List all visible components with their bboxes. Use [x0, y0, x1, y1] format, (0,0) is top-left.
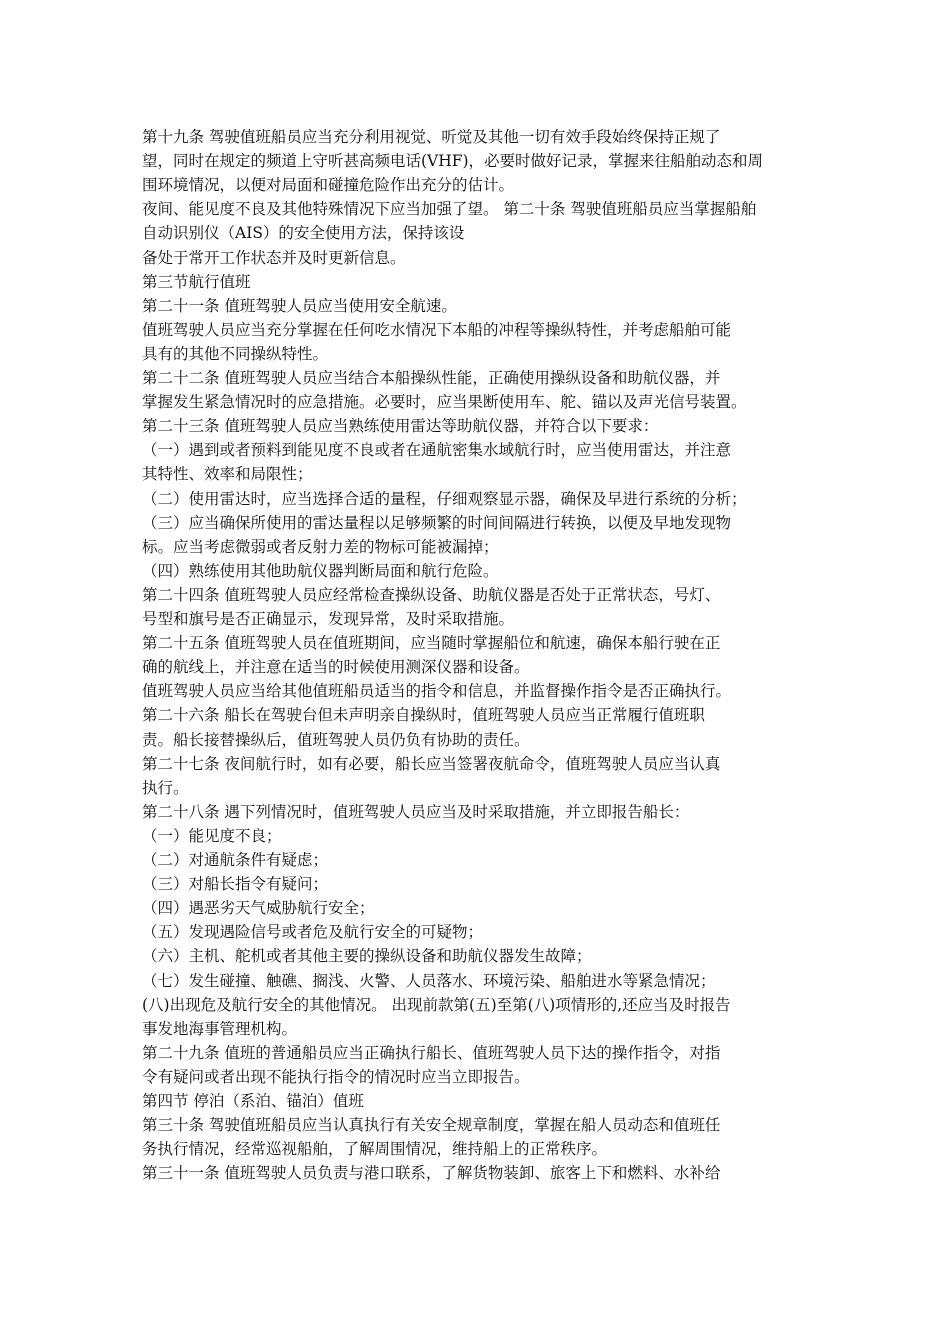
text-line: 望，同时在规定的频道上守听甚高频电话(VHF)，必要时做好记录，掌握来往船舶动态和周 — [142, 152, 764, 171]
text-line: （三）应当确保所使用的雷达量程以足够频繁的时间间隔进行转换，以便及早地发现物 — [142, 513, 732, 532]
text-line: （三）对船长指令有疑问； — [142, 875, 329, 894]
text-line: 执行。 — [142, 778, 189, 797]
text-line: 标。应当考虑微弱或者反射力差的物标可能被漏掉； — [142, 537, 499, 556]
text-line: （六）主机、舵机或者其他主要的操纵设备和助航仪器发生故障； — [142, 947, 592, 966]
text-line: 第三节航行值班 — [142, 272, 251, 291]
text-line: 夜间、能见度不良及其他特殊情况下应当加强了望。 第二十条 驾驶值班船员应当掌握船舶 — [142, 200, 757, 219]
text-line: 号型和旗号是否正确显示，发现异常，及时采取措施。 — [142, 610, 515, 628]
text-line: 务执行情况，经常巡视船舶，了解周围情况，维持船上的正常秩序。 — [142, 1140, 608, 1159]
text-line: 第四节 停泊（系泊、锚泊）值班 — [142, 1092, 364, 1110]
text-line: （一）遇到或者预料到能见度不良或者在通航密集水域航行时，应当使用雷达，并注意 — [142, 441, 732, 460]
text-line: 第二十一条 值班驾驶人员应当使用安全航速。 — [142, 296, 457, 315]
text-line: 第二十四条 值班驾驶人员应经常检查操纵设备、助航仪器是否处于正常状态，号灯、 — [142, 585, 721, 604]
text-line: 掌握发生紧急情况时的应急措施。必要时，应当果断使用车、舵、锚以及声光信号装置。 — [142, 393, 747, 412]
text-line: 第二十八条 遇下列情况时，值班驾驶人员应当及时采取措施，并立即报告船长： — [142, 802, 690, 821]
text-line: （二）使用雷达时，应当选择合适的量程，仔细观察显示器，确保及早进行系统的分析； — [142, 489, 747, 508]
text-line: （四）遇恶劣天气威胁航行安全； — [142, 899, 375, 918]
text-line: 第三十一条 值班驾驶人员负责与港口联系，了解货物装卸、旅客上下和燃料、水补给 — [142, 1164, 721, 1183]
text-line: 值班驾驶人员应当给其他值班船员适当的指令和信息，并监督操作指令是否正确执行。 — [142, 682, 732, 701]
text-line: 令有疑问或者出现不能执行指令的情况时应当立即报告。 — [142, 1067, 530, 1086]
text-line: 第三十条 驾驶值班船员应当认真执行有关安全规章制度，掌握在船人员动态和值班任 — [142, 1116, 721, 1135]
text-line: 围环境情况，以便对局面和碰撞危险作出充分的估计。 — [142, 176, 515, 195]
text-line: 第二十七条 夜间航行时，如有必要，船长应当签署夜航命令，值班驾驶人员应当认真 — [142, 754, 721, 773]
text-line: （二）对通航条件有疑虑； — [142, 851, 329, 869]
text-line: 第二十五条 值班驾驶人员在值班期间，应当随时掌握船位和航速，确保本船行驶在正 — [142, 634, 721, 653]
text-line: 第二十二条 值班驾驶人员应当结合本船操纵性能，正确使用操纵设备和助航仪器，并 — [142, 369, 721, 387]
text-line: 第十九条 驾驶值班船员应当充分利用视觉、听觉及其他一切有效手段始终保持正规了 — [142, 128, 721, 146]
text-line: （五）发现遇险信号或者危及航行安全的可疑物； — [142, 923, 484, 942]
text-line: 备处于常开工作状态并及时更新信息。 — [142, 248, 406, 267]
text-line: 自动识别仪（AIS）的安全使用方法，保持该设 — [142, 224, 465, 243]
text-line: 第二十九条 值班的普通船员应当正确执行船长、值班驾驶人员下达的操作指令，对指 — [142, 1043, 721, 1062]
text-line: 第二十三条 值班驾驶人员应当熟练使用雷达等助航仪器，并符合以下要求： — [142, 417, 659, 436]
text-line: 值班驾驶人员应当充分掌握在任何吃水情况下本船的冲程等操纵特性，并考虑船舶可能 — [142, 320, 732, 339]
text-line: 责。船长接替操纵后，值班驾驶人员仍负有协助的责任。 — [142, 730, 530, 749]
text-line: （一）能见度不良； — [142, 826, 282, 845]
text-line: （七）发生碰撞、触礁、搁浅、火警、人员落水、环境污染、船舶进水等紧急情况； — [142, 971, 716, 990]
text-line: （四）熟练使用其他助航仪器判断局面和航行危险。 — [142, 561, 499, 580]
text-line: 其特性、效率和局限性； — [142, 465, 313, 484]
text-line: 第二十六条 船长在驾驶台但未声明亲自操纵时，值班驾驶人员应当正常履行值班职 — [142, 706, 705, 725]
text-line: 确的航线上，并注意在适当的时候使用测深仪器和设备。 — [142, 658, 530, 677]
text-line: 事发地海事管理机构。 — [142, 1019, 298, 1038]
text-line: 具有的其他不同操纵特性。 — [142, 344, 329, 363]
text-line: (八)出现危及航行安全的其他情况。 出现前款第(五)至第(八)项情形的,还应当及时报告 — [142, 995, 731, 1014]
